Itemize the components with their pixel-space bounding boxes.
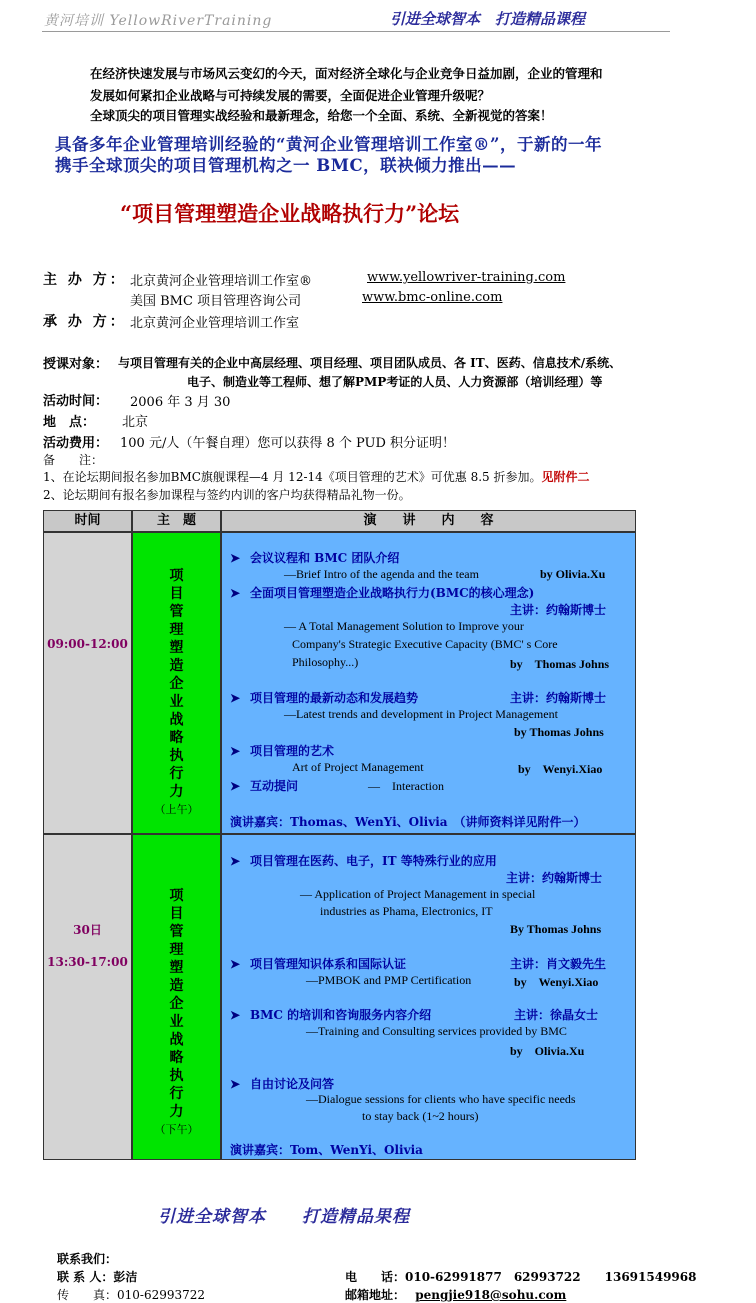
header-time: 时间 — [43, 510, 132, 532]
agenda-sub: — Interaction — [368, 779, 444, 793]
agenda-sub: — A Total Management Solution to Improve your — [284, 619, 524, 633]
agenda-by: by Thomas Johns — [514, 725, 604, 739]
afternoon-content-cell — [221, 834, 636, 1160]
announce-line-2: 携手全球顶尖的项目管理机构之一 BMC，联袂倾力推出—— — [55, 156, 517, 175]
agenda-item: ➤ 会议议程和 BMC 团队介绍 — [230, 551, 400, 565]
agenda-sub: —Dialogue sessions for clients who have specific needs — [306, 1092, 576, 1106]
audience-label: 授课对象： — [43, 357, 109, 372]
afternoon-topic: 项 目 管 理 塑 造 企 业 战 略 执 行 力 （下午） — [154, 888, 199, 1136]
agenda-sub: Philosophy...) — [292, 655, 359, 669]
agenda-speaker: 主讲：约翰斯博士 — [506, 871, 603, 885]
agenda-item: ➤ 项目管理的最新动态和发展趋势 — [230, 691, 419, 705]
agenda-sub: Art of Project Management — [292, 760, 424, 774]
afternoon-date: 30日 — [73, 923, 102, 937]
intro-line-2: 发展如何紧扣企业战略与可持续发展的需要，全面促进企业管理升级呢？ — [90, 88, 491, 103]
agenda-sub: —Brief Intro of the agenda and the team — [284, 567, 479, 581]
note-label: 备 注： — [43, 453, 104, 467]
schedule-table — [43, 510, 636, 1160]
agenda-speaker: 主讲：约翰斯博士 — [510, 691, 607, 705]
afternoon-time-cell — [43, 834, 132, 1160]
agenda-sub: — Application of Project Management in special — [300, 887, 536, 901]
event-time: 2006 年 3 月 30 — [130, 395, 231, 410]
contact-email-row — [345, 1286, 566, 1303]
agenda-sub: —Training and Consulting services provided by BMC — [306, 1024, 567, 1038]
morning-guests: 演讲嘉宾：Thomas、WenYi、Olivia （讲师资料详见附件一） — [230, 815, 586, 829]
agenda-item: ➤ 项目管理在医药、电子，IT 等特殊行业的应用 — [230, 854, 497, 868]
agenda-sub: to stay back (1~2 hours) — [362, 1109, 479, 1123]
header-divider — [42, 31, 670, 32]
agenda-sub: industries as Phama, Electronics, IT — [320, 904, 493, 918]
note-1 — [43, 468, 590, 485]
contact-fax: 传 真：010-62993722 — [57, 1288, 206, 1302]
fee-label: 活动费用： — [43, 436, 109, 451]
note-1-text: 1、在论坛期间报名参加BMC旗舰课程—4 月 12-14《项目管理的艺术》可优惠 8.5 折参加。 — [43, 470, 542, 484]
afternoon-time: 13:30-17:00 — [47, 955, 128, 969]
contact-person: 联 系 人：彭洁 — [57, 1270, 138, 1284]
contact-phone: 电 话：010-62991877 62993722 13691549968 — [345, 1270, 697, 1284]
morning-content-cell — [221, 532, 636, 834]
agenda-item: ➤ 全面项目管理塑造企业战略执行力(BMC的核心理念) — [230, 586, 535, 600]
morning-topic: 项 目 管 理 塑 造 企 业 战 略 执 行 力 （上午） — [154, 568, 199, 816]
note-1-attachment: 见附件二 — [541, 470, 590, 484]
agenda-item: ➤ 自由讨论及问答 — [230, 1077, 335, 1091]
host-2-link[interactable]: www.bmc-online.com — [362, 290, 503, 305]
intro-line-1: 在经济快速发展与市场风云变幻的今天，面对经济全球化与企业竞争日益加剧，企业的管理和 — [90, 66, 603, 81]
agenda-by: by Wenyi.Xiao — [514, 975, 599, 989]
header-topic: 主 题 — [132, 510, 221, 532]
header-content: 演 讲 内 容 — [221, 510, 636, 532]
header-brand: 黄河培训 YellowRiverTraining — [44, 13, 273, 29]
footer-slogan: 引进全球智本 打造精品果程 — [158, 1207, 410, 1227]
agenda-by: by Thomas Johns — [510, 657, 610, 671]
agenda-speaker: 主讲：肖文毅先生 — [510, 957, 607, 971]
host-label: 主 办 方： — [43, 272, 127, 288]
event-place: 北京 — [122, 415, 149, 430]
intro-line-3: 全球顶尖的项目管理实战经验和最新理念，给您一个全面、系统、全新视觉的答案！ — [90, 108, 553, 123]
afternoon-topic-cell — [132, 834, 221, 1160]
agenda-item: ➤ 互动提问 — [230, 779, 299, 793]
contact-label: 联系我们： — [57, 1252, 118, 1266]
host-1: 北京黄河企业管理培训工作室® — [130, 274, 313, 289]
agenda-speaker: 主讲：约翰斯博士 — [510, 603, 607, 617]
agenda-item: ➤ 项目管理知识体系和国际认证 — [230, 957, 407, 971]
forum-title: “项目管理塑造企业战略执行力”论坛 — [120, 201, 460, 226]
afternoon-guests: 演讲嘉宾：Tom、WenYi、Olivia — [230, 1143, 423, 1157]
agenda-by: by Olivia.Xu — [540, 567, 606, 581]
time-label: 活动时间： — [43, 394, 109, 409]
agenda-item: ➤ 项目管理的艺术 — [230, 744, 335, 758]
morning-time: 09:00-12:00 — [47, 637, 128, 651]
place-label: 地 点： — [43, 415, 96, 430]
agenda-by: by Olivia.Xu — [510, 1044, 585, 1058]
header-slogan: 引进全球智本 打造精品课程 — [390, 10, 586, 28]
organizer-label: 承 办 方： — [43, 314, 127, 330]
agenda-speaker: 主讲：徐晶女士 — [514, 1008, 599, 1022]
note-2: 2、论坛期间有报名参加课程与签约内训的客户均获得精品礼物一份。 — [43, 488, 411, 502]
organizer: 北京黄河企业管理培训工作室 — [130, 316, 300, 331]
agenda-item: ➤ BMC 的培训和咨询服务内容介绍 — [230, 1008, 432, 1022]
contact-email[interactable]: pengjie918@sohu.com — [415, 1288, 567, 1302]
host-2: 美国 BMC 项目管理咨询公司 — [130, 294, 302, 309]
agenda-sub: Company's Strategic Executive Capacity (BMC' s Core — [292, 637, 558, 651]
morning-topic-cell — [132, 532, 221, 834]
audience-line-2: 电子、制造业等工程师、想了解PMP考证的人员、人力资源部（培训经理）等 — [187, 375, 603, 389]
announce-line-1: 具备多年企业管理培训经验的“黄河企业管理培训工作室®”，于新的一年 — [55, 135, 602, 154]
agenda-sub: —Latest trends and development in Project Management — [284, 707, 558, 721]
agenda-by: by Wenyi.Xiao — [518, 762, 603, 776]
agenda-by: By Thomas Johns — [510, 922, 602, 936]
audience-line-1: 与项目管理有关的企业中高层经理、项目经理、项目团队成员、各 IT、医药、信息技术/系统、 — [118, 356, 622, 370]
host-1-link[interactable]: www.yellowriver-training.com — [367, 270, 566, 285]
contact-email-label: 邮箱地址： — [345, 1288, 406, 1302]
morning-time-cell — [43, 532, 132, 834]
event-fee: 100 元/人（午餐自理）您可以获得 8 个 PUD 积分证明！ — [120, 436, 456, 451]
agenda-sub: —PMBOK and PMP Certification — [306, 973, 472, 987]
